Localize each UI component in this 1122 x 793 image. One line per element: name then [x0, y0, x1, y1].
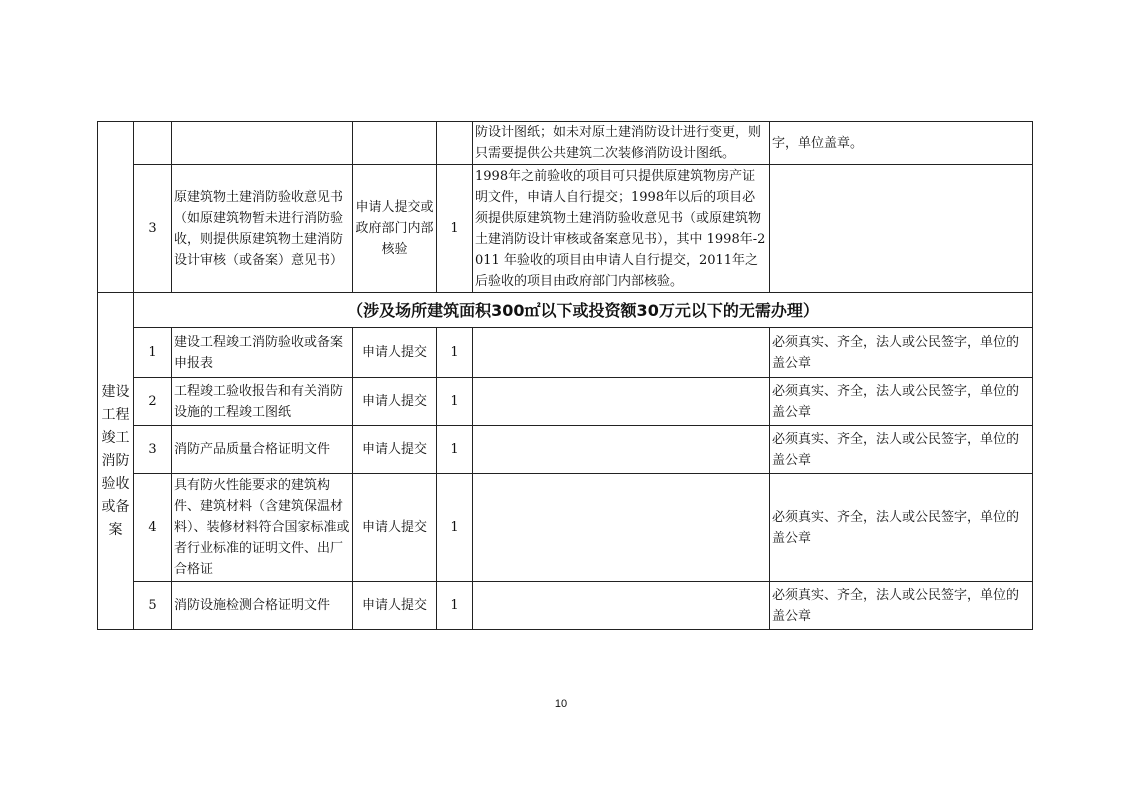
remark-cell: 防设计图纸；如未对原土建消防设计进行变更，则只需要提供公共建筑二次装修消防设计图纸。 [473, 122, 770, 165]
source-cell: 申请人提交或政府部门内部核验 [353, 165, 437, 293]
remark-cell: 1998年之前验收的项目可只提供原建筑物房产证明文件，申请人自行提交；1998年以后的项目必须提供原建筑物土建消防验收意见书（或原建筑物土建消防设计审核或备案意见书），其中 1998年-2011 年验收的项目由申请人自行提交，2011年之后验收的项目由政府部门内部核验。 [473, 165, 770, 293]
source-cell: 申请人提交 [353, 328, 437, 378]
source-cell: 申请人提交 [353, 378, 437, 426]
table-row [98, 165, 1033, 293]
count-cell: 1 [437, 378, 473, 426]
requirement-cell: 必须真实、齐全，法人或公民签字，单位的盖公章 [770, 426, 1033, 474]
requirement-cell: 必须真实、齐全，法人或公民签字，单位的盖公章 [770, 328, 1033, 378]
table-row [98, 582, 1033, 630]
count-cell: 1 [437, 328, 473, 378]
count-cell: 1 [437, 474, 473, 582]
remark-cell [473, 378, 770, 426]
count-cell: 1 [437, 582, 473, 630]
remark-cell [473, 328, 770, 378]
table-row [98, 328, 1033, 378]
row-number-cell: 3 [134, 165, 172, 293]
source-cell: 申请人提交 [353, 582, 437, 630]
requirement-cell: 字，单位盖章。 [770, 122, 1033, 165]
materials-table [97, 121, 1033, 630]
row-number-cell: 1 [134, 328, 172, 378]
row-number-cell: 5 [134, 582, 172, 630]
requirement-cell: 必须真实、齐全，法人或公民签字，单位的盖公章 [770, 474, 1033, 582]
section-header-row [98, 293, 1033, 328]
table-row [98, 426, 1033, 474]
source-cell: 申请人提交 [353, 426, 437, 474]
remark-cell [473, 582, 770, 630]
material-cell: 消防设施检测合格证明文件 [172, 582, 353, 630]
material-cell: 原建筑物土建消防验收意见书（如原建筑物暂未进行消防验收，则提供原建筑物土建消防设计审核（或备案）意见书） [172, 165, 353, 293]
row-number-cell: 4 [134, 474, 172, 582]
material-cell: 具有防火性能要求的建筑构件、建筑材料（含建筑保温材料）、装修材料符合国家标准或者行业标准的证明文件、出厂合格证 [172, 474, 353, 582]
row-number-cell: 2 [134, 378, 172, 426]
row-number-cell: 3 [134, 426, 172, 474]
requirement-cell: 必须真实、齐全，法人或公民签字，单位的盖公章 [770, 378, 1033, 426]
requirement-cell: 必须真实、齐全，法人或公民签字，单位的盖公章 [770, 582, 1033, 630]
remark-cell [473, 474, 770, 582]
requirement-cell [770, 165, 1033, 293]
section-subheader: （涉及场所建筑面积300㎡以下或投资额30万元以下的无需办理） [134, 293, 1033, 328]
material-cell [172, 122, 353, 165]
count-cell [437, 122, 473, 165]
table-row [98, 122, 1033, 165]
material-cell: 工程竣工验收报告和有关消防设施的工程竣工图纸 [172, 378, 353, 426]
table-row [98, 474, 1033, 582]
count-cell: 1 [437, 426, 473, 474]
material-cell: 建设工程竣工消防验收或备案申报表 [172, 328, 353, 378]
section-label: 建设工程竣工消防验收或备案 [98, 293, 134, 630]
source-cell [353, 122, 437, 165]
empty-section-cell [98, 122, 134, 293]
material-cell: 消防产品质量合格证明文件 [172, 426, 353, 474]
remark-cell [473, 426, 770, 474]
source-cell: 申请人提交 [353, 474, 437, 582]
page-number: 10 [554, 698, 568, 710]
table-row [98, 378, 1033, 426]
row-number-cell [134, 122, 172, 165]
count-cell: 1 [437, 165, 473, 293]
